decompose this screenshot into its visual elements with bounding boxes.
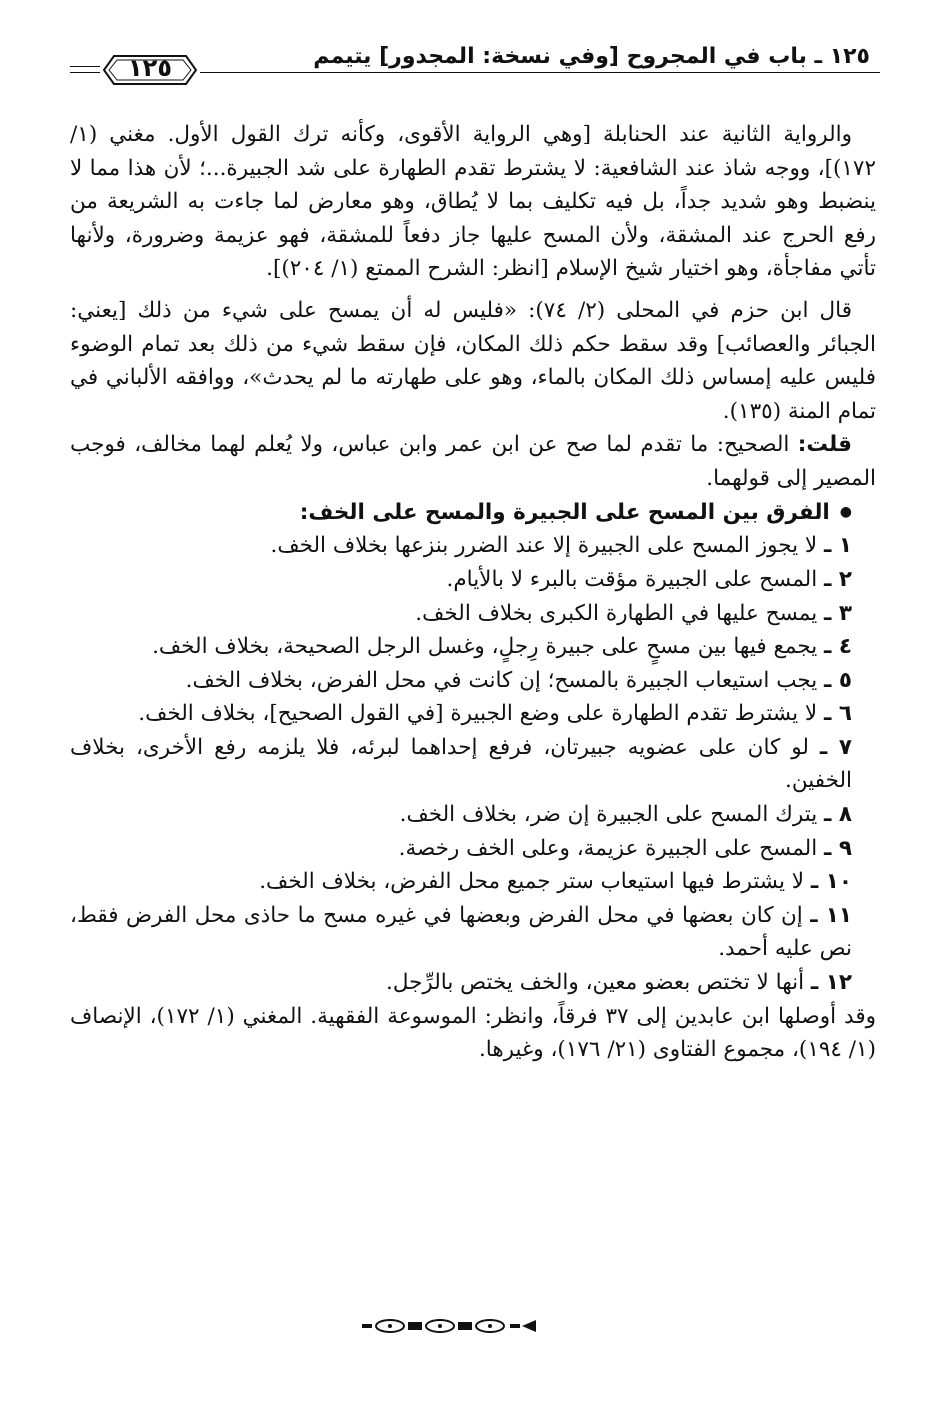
item-number: ٢ ـ [824,566,852,592]
list-item [70,664,876,698]
item-text: لا يجوز المسح على الجبيرة إلا عند الضرر بنزعها بخلاف الخف. [270,533,825,559]
list-item [70,832,876,866]
item-number: ٥ ـ [824,667,852,693]
page-body [70,118,876,1067]
item-number: ١١ ـ [810,902,852,928]
section-heading [70,496,876,530]
item-number: ١٢ ـ [810,970,852,996]
double-rule-icon [70,66,100,76]
running-title: ١٢٥ ـ باب في المجروح [وفي نسخة: المجدور] يتيمم [313,44,870,69]
qult-label: قلت: [797,432,852,458]
item-text: يجب استيعاب الجبيرة بالمسح؛ إن كانت في محل الفرض، بخلاف الخف. [185,667,825,693]
decorative-divider-icon [360,1316,540,1336]
item-text: يترك المسح على الجبيرة إن ضر، بخلاف الخف. [399,802,825,828]
list-item [70,899,876,966]
item-text: المسح على الجبيرة عزيمة، وعلى الخف رخصة. [398,835,825,861]
item-number: ٤ ـ [824,634,852,660]
item-number: ٦ ـ [824,701,852,727]
section-heading-text: الفرق بين المسح على الجبيرة والمسح على الخف: [299,499,830,525]
item-number: ٩ ـ [824,835,852,861]
item-text: إن كان بعضها في محل الفرض وبعضها في غيره مسح ما حاذى محل الفرض فقط، نص عليه أحمد. [70,902,852,962]
list-item [70,865,876,899]
item-text: لا يشترط تقدم الطهارة على وضع الجبيرة [في القول الصحيح]، بخلاف الخف. [138,701,825,727]
paragraph-hanbali-view: والرواية الثانية عند الحنابلة [وهي الرواية الأقوى، وكأنه ترك القول الأول. مغني (١/ ١٧٢)]، ووجه شاذ عند الشافعية: لا يشترط تقدم الطهارة على شد الجبيرة...؛ لأن هذا مما لا ينضبط وهو شديد جداً، بل فيه تكليف بما لا يُطاق، وهو معارض لما جاءت به الشريعة من رفع الحرج عند المشقة، ولأن المسح عليها جاز دفعاً للمشقة، فهو عزيمة وضرورة، ولأنها تأتي مفاجأة، وهو اختيار شيخ الإسلام [انظر: الشرح الممتع (١/ ٢٠٤)]. [70,122,876,282]
item-number: ١٠ ـ [810,869,852,895]
list-item [70,597,876,631]
item-text: لو كان على عضويه جبيرتان، فرفع إحداهما لبرئه، فلا يلزمه رفع الأخرى، بخلاف الخفين. [70,734,852,794]
bullet-icon: ● [839,503,852,520]
item-number: ١ ـ [824,533,852,559]
list-item [70,529,876,563]
page-number-frame [100,52,200,88]
list-item [70,697,876,731]
item-text: أنها لا تختص بعضو معين، والخف يختص بالرِّجل. [385,970,811,996]
item-number: ٨ ـ [824,802,852,828]
paragraph-author-opinion [70,428,876,495]
page-header [70,38,880,94]
item-text: يجمع فيها بين مسحٍ على جبيرة رِجلٍ، وغسل الرجل الصحيحة، بخلاف الخف. [152,634,825,660]
header-rule [200,72,880,73]
author-opinion-text: الصحيح: ما تقدم لما صح عن ابن عمر وابن عباس، ولا يُعلم لهما مخالف، فوجب المصير إلى قولهما. [70,432,876,491]
item-text: لا يشترط فيها استيعاب ستر جميع محل الفرض، بخلاف الخف. [259,869,811,895]
page-number: ١٢٥ [128,54,172,82]
list-item [70,798,876,832]
item-number: ٣ ـ [824,600,852,626]
paragraph-ibn-hazm-quote: قال ابن حزم في المحلى (٢/ ٧٤): «فليس له أن يمسح على شيء من ذلك [يعني: الجبائر والعصائب] وقد سقط حكم ذلك المكان، فإن سقط شيء من ذلك بعد تمام الوضوء فليس عليه إمساس ذلك المكان بالماء، وهو على طهارته ما لم يحدث»، ووافقه الألباني في تمام المنة (١٣٥). [70,297,876,424]
item-text: المسح على الجبيرة مؤقت بالبرء لا بالأيام. [446,566,825,592]
closing-paragraph: وقد أوصلها ابن عابدين إلى ٣٧ فرقاً، وانظر: الموسوعة الفقهية. المغني (١/ ١٧٢)، الإنصاف (١/ ١٩٤)، مجموع الفتاوى (٢١/ ١٧٦)، وغيرها. [70,1003,876,1063]
list-item [70,731,876,798]
list-item [70,563,876,597]
item-number: ٧ ـ [819,734,852,760]
page-number-badge [70,52,210,90]
item-text: يمسح عليها في الطهارة الكبرى بخلاف الخف. [415,600,825,626]
list-item [70,630,876,664]
list-item [70,966,876,1000]
